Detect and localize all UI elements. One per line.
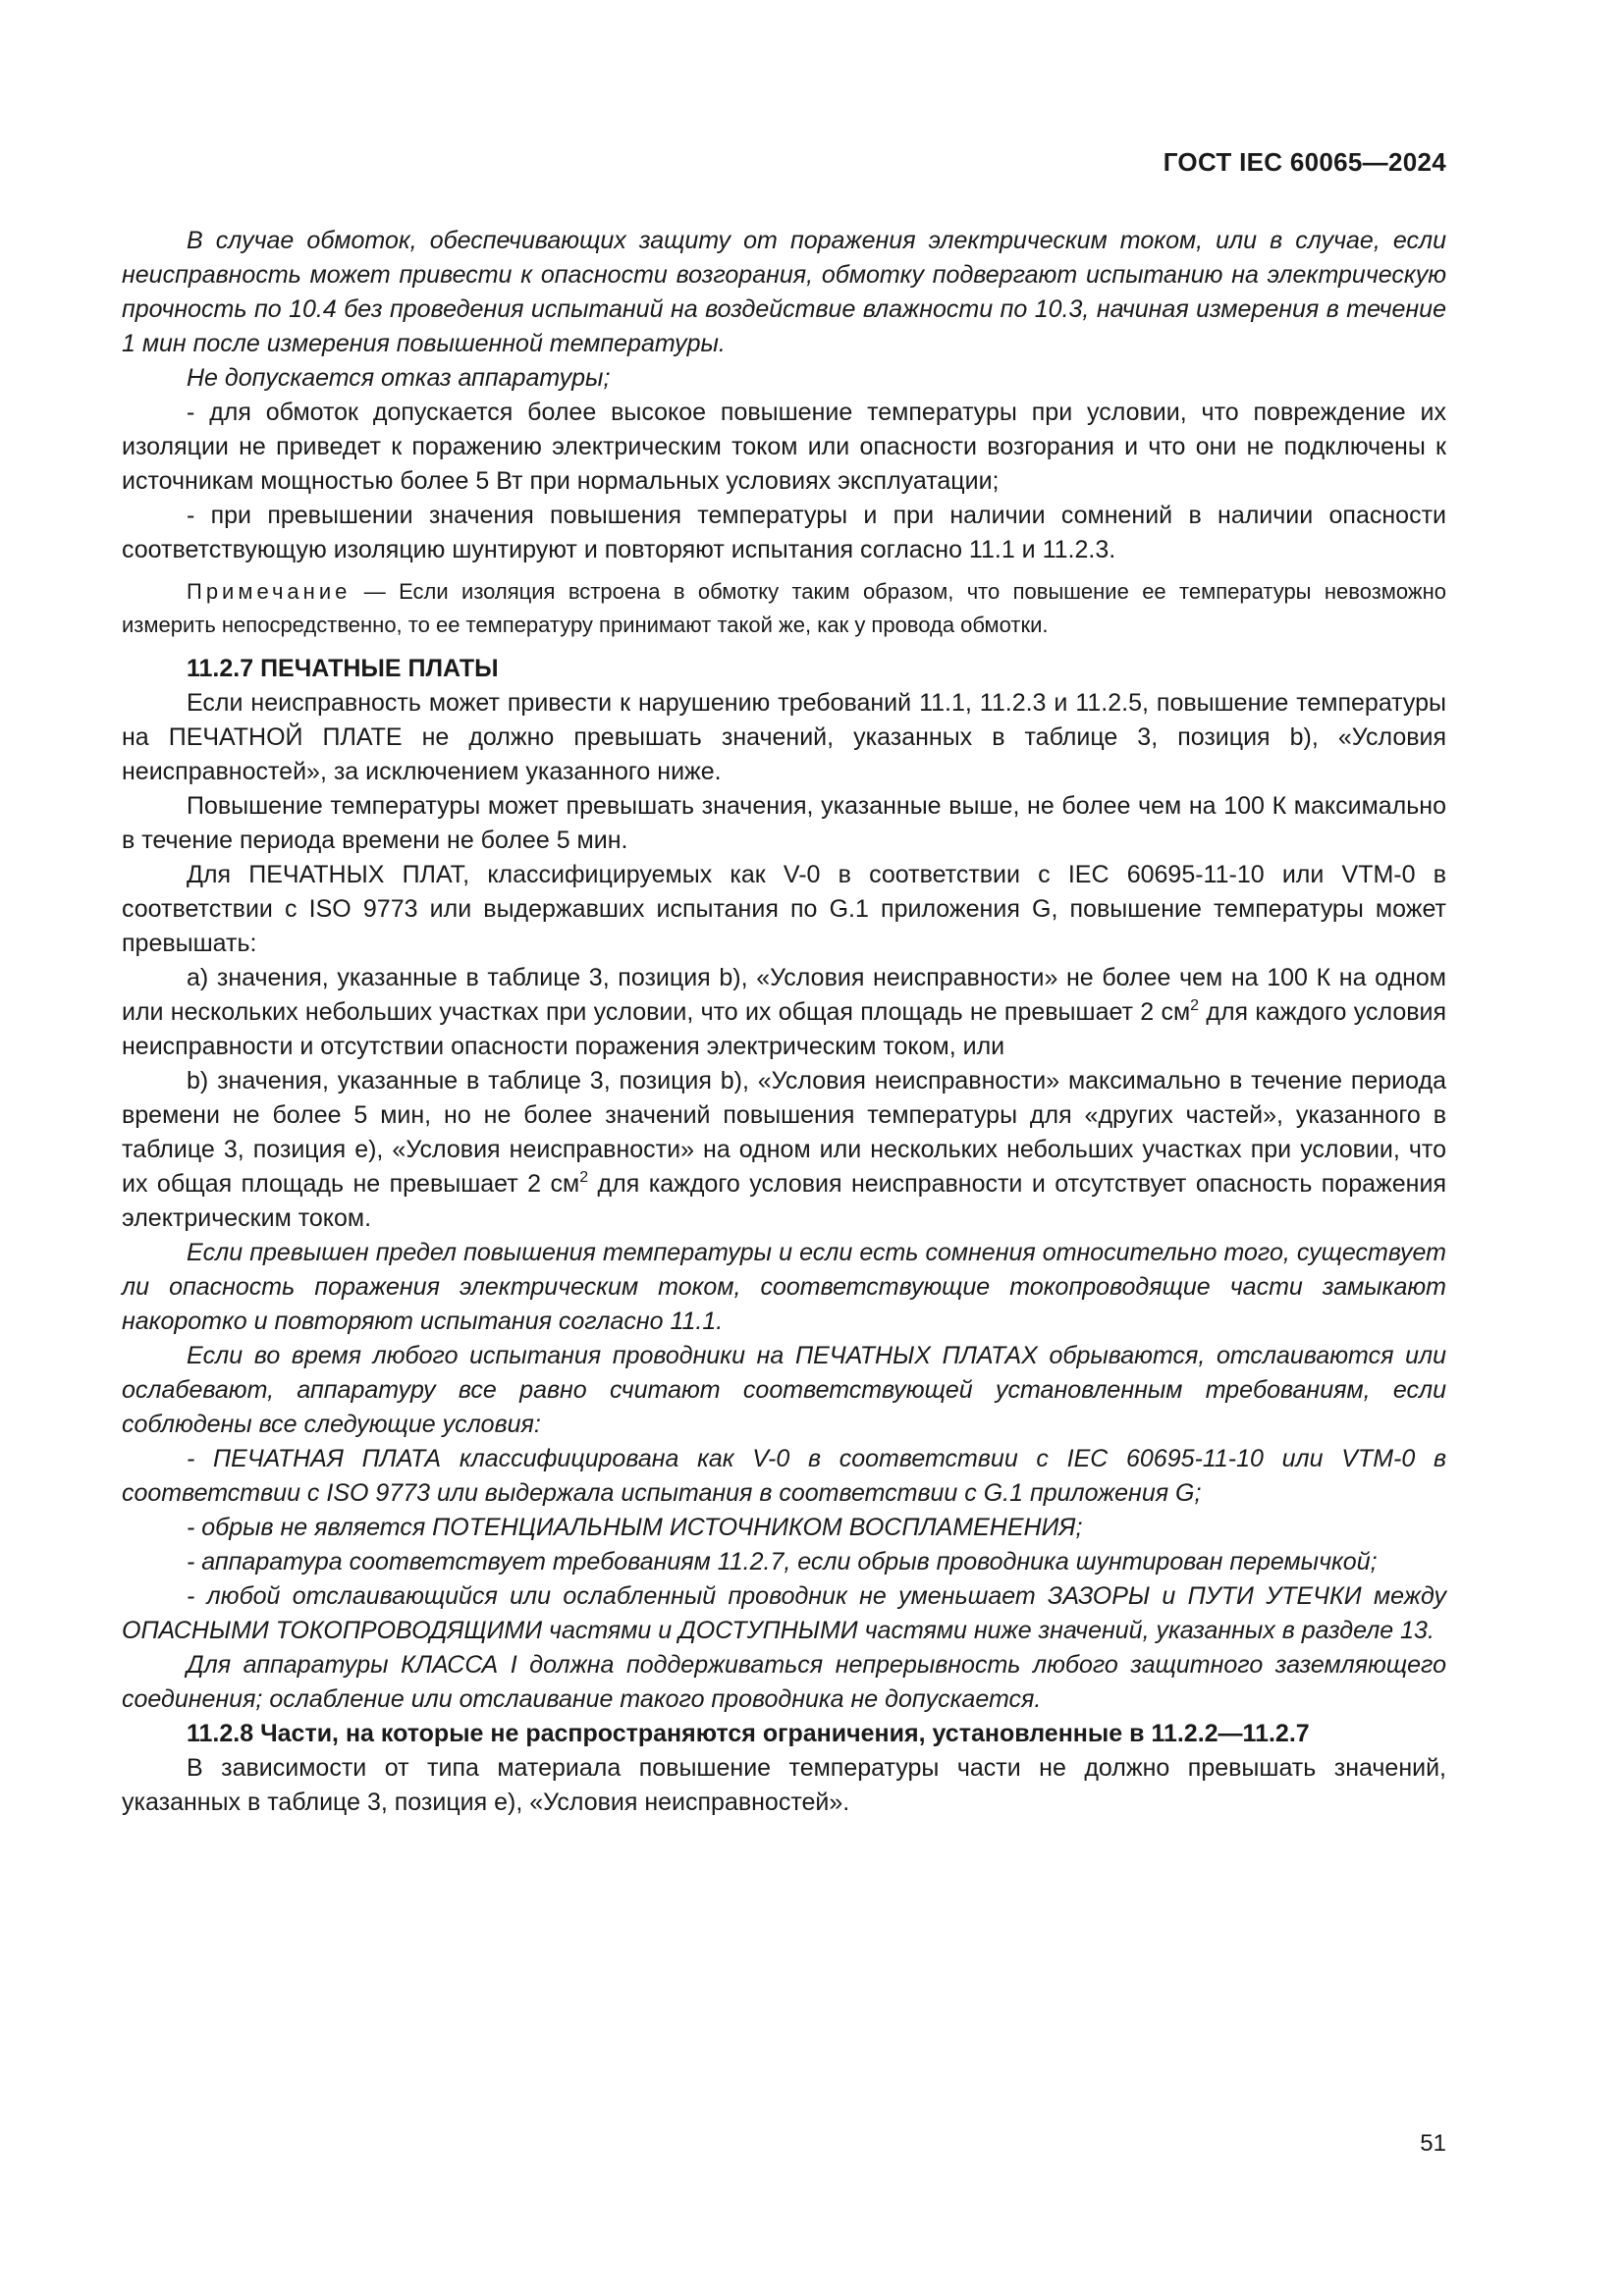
section-heading-11-2-8: 11.2.8 Части, на которые не распространяются ограничения, установленные в 11.2.2—11.2.7 [187,1720,1310,1747]
paragraph-material-limit: В зависимости от типа материала повышение температуры части не должно превышать значений, указанных в таблице 3, позиция e), «Условия неисправностей». [122,1754,1446,1816]
document-header: ГОСТ IEC 60065—2024 [1163,147,1446,177]
superscript: 2 [1190,997,1200,1014]
list-item-a-tail: для каждого условия неисправности и отсутствии опасности поражения электрическим током, или [122,998,1447,1060]
paragraph-pcb-limit: Если неисправность может привести к нарушению требований 11.1, 11.2.3 и 11.2.5, повышение температуры на ПЕЧАТНОЙ ПЛАТЕ не должно превышать значений, указанных в таблице 3, позиция b), «Условия неисправностей», за исключением указанного ниже. [122,689,1446,785]
paragraph-pcb-exceed: Повышение температуры может превышать значения, указанные выше, не более чем на 100 К максимально в течение периода времени не более 5 мин. [122,792,1446,854]
section-heading-11-2-7: 11.2.7 ПЕЧАТНЫЕ ПЛАТЫ [187,655,499,682]
paragraph-short-circuit: Если превышен предел повышения температуры и если есть сомнения относительно того, существует ли опасность поражения электрическим током, соответствующие токопроводящие части замыкают накоротко и повторяют испытания согласно 11.1. [122,1239,1446,1335]
list-item-jumper: - аппаратура соответствует требованиям 11.2.7, если обрыв проводника шунтирован перемычкой; [187,1548,1378,1575]
list-item-windings-higher-rise: - для обмоток допускается более высокое повышение температуры при условии, что повреждение их изоляции не приведет к поражению электрическим током или опасности возгорания и что они не подключены к источникам мощностью более 5 Вт при нормальных условиях эксплуатации; [122,399,1446,495]
note-text: — Если изоляция встроена в обмотку таким образом, что повышение ее температуры невозможно измерить непосредственно, то ее температуру принимают такой же, как у провода обмотки. [122,579,1446,637]
list-item-b-text: b) значения, указанные в таблице 3, позиция b), «Условия неисправности» максимально в течение периода времени не более 5 мин, но не более значений повышения температуры для «других частей», указанного в таблице 3, позиция e), «Условия неисправности» на одном или нескольких небольших участках при условии, что их общая площадь не превышает 2 см [122,1067,1446,1198]
note-paragraph [122,575,1446,642]
paragraph-windings-test: В случае обмоток, обеспечивающих защиту от поражения электрическим током, или в случае, если неисправность может привести к опасности возгорания, обмотку подвергают испытанию на электрическую прочность по 10.4 без проведения испытаний на воздействие влажности по 10.3, начиная измерения в течение 1 мин после измерения повышенной температуры. [122,227,1446,357]
page-number: 51 [1420,2130,1446,2157]
list-item-ignition-source: - обрыв не является ПОТЕНЦИАЛЬНЫМ ИСТОЧНИКОМ ВОСПЛАМЕНЕНИЯ; [187,1514,1083,1541]
list-item-insulation-shunt: - при превышении значения повышения температуры и при наличии сомнений в наличии опасности соответствующую изоляцию шунтируют и повторяют испытания согласно 11.1 и 11.2.3. [122,502,1446,563]
paragraph-class-i: Для аппаратуры КЛАССА I должна поддерживаться непрерывность любого защитного заземляющего соединения; ослабление или отслаивание такого проводника не допускается. [122,1651,1446,1713]
note-label: Примечание [187,579,352,604]
list-item-b [122,1064,1446,1236]
paragraph-no-failure: Не допускается отказ аппаратуры; [187,364,611,392]
list-item-a-text: a) значения, указанные в таблице 3, позиция b), «Условия неисправности» не более чем на 100 К на одном или нескольких небольших участках при условии, что их общая площадь не превышает 2 см [122,964,1446,1026]
paragraph-pcb-v0: Для ПЕЧАТНЫХ ПЛАТ, классифицируемых как V-0 в соответствии с IEC 60695-11-10 или VTM-0 в соответствии с ISO 9773 или выдержавших испытания по G.1 приложения G, повышение температуры может превышать: [122,861,1446,957]
list-item-a [122,961,1446,1064]
list-item-clearances: - любой отслаивающийся или ослабленный проводник не уменьшает ЗАЗОРЫ и ПУТИ УТЕЧКИ между ОПАСНЫМИ ТОКОПРОВОДЯЩИМИ частями и ДОСТУПНЫМИ частями ниже значений, указанных в разделе 13. [122,1582,1446,1644]
superscript: 2 [579,1169,589,1186]
list-item-b-tail: для каждого условия неисправности и отсутствует опасность поражения электрическим током. [122,1170,1446,1232]
paragraph-conductors-break: Если во время любого испытания проводники на ПЕЧАТНЫХ ПЛАТАХ обрываются, отслаиваются или ослабевают, аппаратуру все равно считают соответствующей установленным требованиям, если соблюдены все следующие условия: [122,1342,1446,1438]
list-item-pcb-class: - ПЕЧАТНАЯ ПЛАТА классифицирована как V-0 в соответствии с IEC 60695-11-10 или VTM-0 в соответствии с ISO 9773 или выдержала испытания в соответствии с G.1 приложения G; [122,1445,1446,1507]
document-body [122,224,1446,1820]
